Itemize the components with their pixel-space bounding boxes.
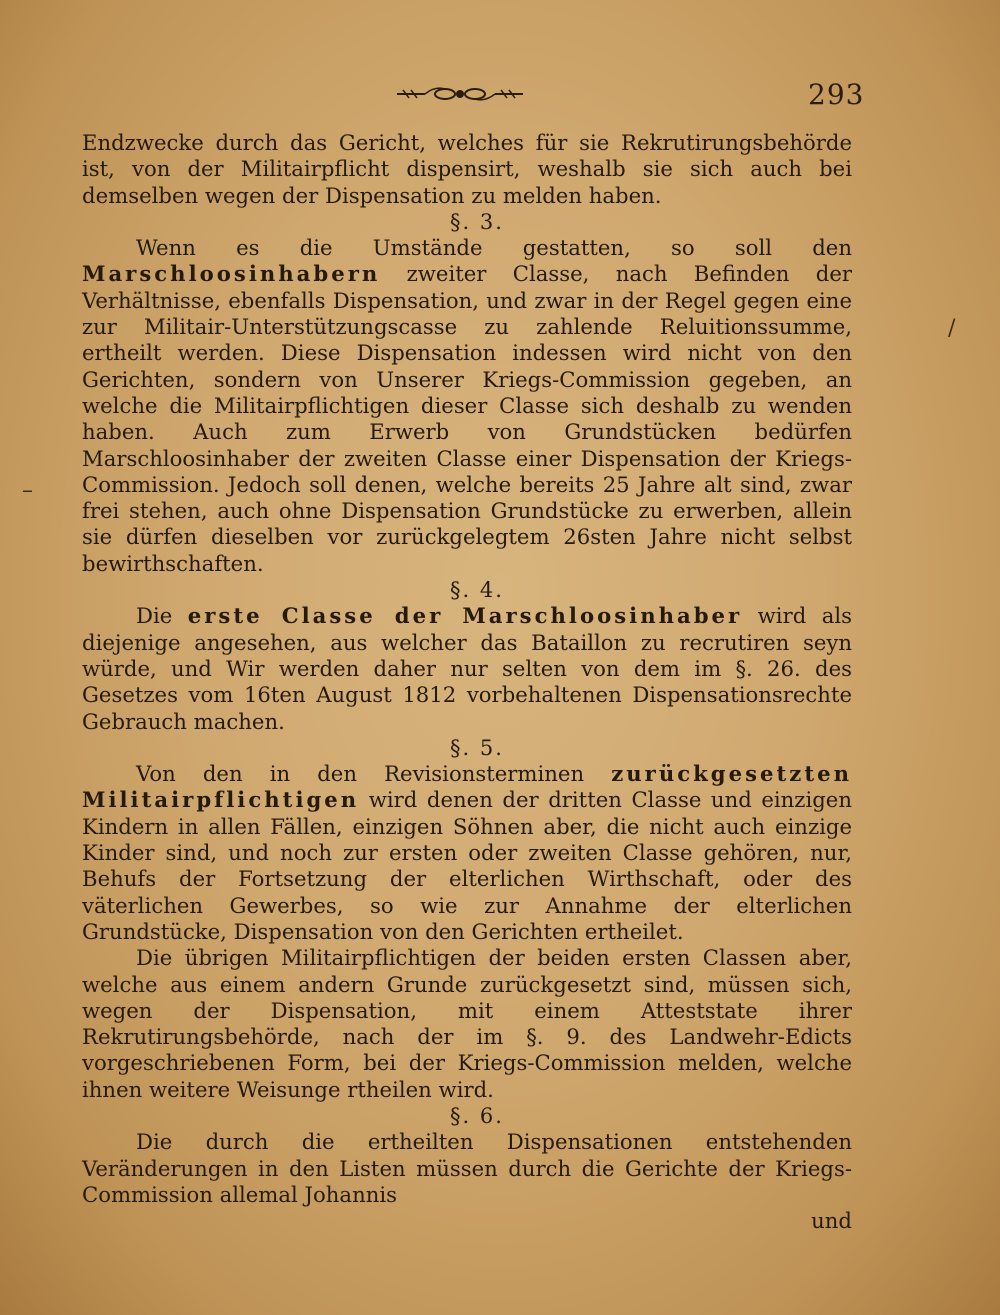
text-span: zweiter Classe, nach Befinden der Verhältnisse, ebenfalls Dispensation, und zwar in der Regel gegen eine zur Militair-Unterstützungscasse zu zahlende Reluitionssumme, ertheilt werden. Diese Dispensation indessen wird nicht von den Gerichten, sondern von Unserer Kriegs-Commission gegeben, an welche die Militairpflichtigen dieser Classe sich deshalb zu wenden haben. Auch zum Erwerb von Grundstücken bedürfen Marschloosinhaber der zweiten Classe einer Dispensation der Kriegs-Commission. Jedoch soll denen, welche bereits 25 Jahre alt sind, zwar frei stehen, auch ohne Dispensation Grundstücke zu erwerben, allein sie dürfen dieselben vor zurückgelegtem 26sten Jahre nicht selbst bewirthschaften.	[82, 261, 852, 576]
section-heading: §. 6.	[450, 1103, 504, 1128]
section-heading: §. 5.	[450, 735, 504, 760]
paragraph	[82, 603, 852, 734]
page-number: 293	[808, 78, 865, 111]
margin-mark: –	[22, 478, 33, 503]
body-text	[82, 130, 852, 1234]
text-span: wird als diejenige angesehen, aus welcher das Bataillon zu recrutiren seyn würde, und Wir werden daher nur selten von dem im §. 26. des Gesetzes vom 16ten August 1812 vorbehaltenen Dispensationsrechte Gebrauch machen.	[82, 603, 852, 734]
paragraph: Die übrigen Militairpflichtigen der beiden ersten Classen aber, welche aus einem andern Grunde zurückgesetzt sind, müssen sich, wegen der Dispensation, mit einem Atteststate ihrer Rekrutirungsbehörde, nach der im §. 9. des Landwehr-Edicts vorgeschriebenen Form, bei der Kriegs-Commission melden, welche ihnen weitere Weisunge rtheilen wird.	[82, 945, 852, 1102]
emphasized-term: Marschloosinhabern	[82, 261, 381, 287]
text-span: Die	[136, 603, 188, 629]
catchword: und	[811, 1208, 852, 1234]
text-span: Von den in den Revisionsterminen	[136, 761, 612, 787]
text-span: Wenn es die Umstände gestatten, so soll den	[136, 235, 852, 261]
margin-mark: /	[948, 316, 956, 341]
paragraph: Die durch die ertheilten Dispensationen entstehenden Veränderungen in den Listen müssen durch die Gerichte der Kriegs-Commission allemal Johannis	[82, 1129, 852, 1207]
section-heading: §. 4.	[450, 578, 504, 603]
text-span: wird denen der dritten Classe und einzigen Kindern in allen Fällen, einzigen Söhnen aber, die nicht auch einzige Kinder sind, und noch zur ersten oder zweiten Classe gehören, nur, Behufs der Fortsetzung der elterlichen Wirthschaft, oder des väterlichen Gewerbes, so wie zur Annahme der elterlichen Grundstücke, Dispensation von den Gerichten ertheilet.	[82, 787, 852, 944]
emphasized-term: zurückgesetzten Militairpflichtigen	[82, 761, 852, 813]
paragraph	[82, 761, 852, 945]
section-heading: §. 3.	[450, 209, 504, 234]
paragraph: Endzwecke durch das Gericht, welches für sie Rekrutirungsbehörde ist, von der Militairpflicht dispensirt, weshalb sie sich auch bei demselben wegen der Dispensation zu melden haben.	[82, 130, 852, 208]
printer-ornament	[395, 84, 525, 104]
paragraph	[82, 235, 852, 577]
emphasized-term: erste Classe der Marschloosinhaber	[187, 603, 743, 629]
